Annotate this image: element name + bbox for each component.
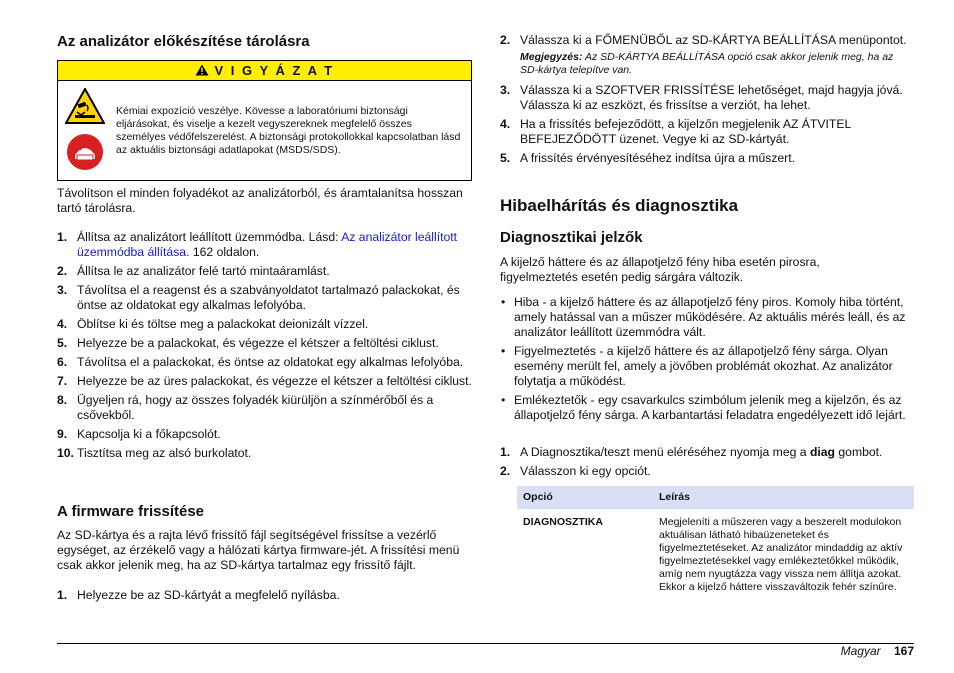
heading-storage-prep: Az analizátor előkészítése tárolásra: [57, 33, 310, 50]
list-item: [57, 393, 472, 423]
step-number: 1.: [57, 230, 68, 244]
diag-bullets: [500, 295, 914, 427]
caution-text: Kémiai expozíció veszélye. Kövesse a laboratóriumi biztonsági eljárásokat, és viselje a kezelt vegyszereknek megfelelő összes személyes védőfelszerelést. A biztonsági protokollokkal kapcsolatban lásd az aktuális biztonsági adatlapokat (MSDS/SDS).: [116, 105, 461, 156]
bullet-text: Figyelmeztetés - a kijelző háttere és az állapotjelző fény sárga. Olyan esemény merült fel, amely a jövőben problémát okozhat. Az analizátor folytatja a működést.: [514, 344, 893, 388]
list-item: [57, 427, 472, 442]
table-row: [517, 509, 914, 601]
diag-steps: [500, 445, 914, 483]
heading-firmware: A firmware frissítése: [57, 503, 205, 520]
list-item: [57, 336, 472, 351]
step-number: 1.: [57, 588, 68, 602]
step-number: 7.: [57, 374, 68, 388]
step-text: Ha a frissítés befejeződött, a kijelzőn megjelenik AZ ÁTVITEL BEFEJEZŐDÖTT üzenet. Vegye ki az SD-kártyát.: [520, 117, 851, 146]
footer: [841, 644, 914, 659]
list-item: [500, 33, 914, 48]
list-item: [57, 283, 472, 313]
options-table: [517, 486, 914, 601]
list-item: [500, 464, 914, 479]
bullet-text: Emlékeztetők - egy csavarkulcs szimbólum jelenik meg a kijelzőn, és az állapotjelző fény sárga. A karbantartási feladatra engedélyezett idő lejárt.: [514, 393, 906, 422]
step-number: 4.: [57, 317, 68, 331]
step-text: Távolítsa el a reagenst és a szabványoldatot tartalmazó palackokat, és öntse az oldatokat egy alkalmas lefolyóba.: [77, 283, 460, 312]
firmware-steps-right: [500, 33, 914, 170]
step-text: Válasszon ki egy opciót.: [520, 464, 651, 478]
step-text: Helyezze be a palackokat, és végezze el kétszer a feltöltési ciklust.: [77, 336, 439, 350]
note: [520, 51, 914, 77]
step-number: 3.: [57, 283, 68, 297]
step-number: 1.: [500, 445, 511, 459]
diag-key-label: diag: [809, 445, 836, 459]
step-text: Kapcsolja ki a főkapcsolót.: [77, 427, 221, 441]
list-item: [500, 117, 914, 147]
firmware-steps-left: [57, 588, 472, 607]
list-item: • Hiba - a kijelző háttere és az állapotjelző fény piros. Komoly hiba történt, amely hatással van a műszer működésére. Az aktuális mérés leáll, és az analizátor leállított üzemmódra vált.: [500, 295, 914, 340]
list-item: [57, 317, 472, 332]
list-item: [57, 230, 472, 260]
chemical-hazard-icon: [65, 88, 105, 128]
list-item: [57, 588, 472, 603]
option-name: DIAGNOSZTIKA: [523, 516, 603, 528]
list-item: [57, 355, 472, 370]
firmware-intro: Az SD-kártya és a rajta lévő frissítő fájl segítségével frissítse a vezérlő egységet, az érzékelő vagy a hálózati kártya firmware-jét. A frissítési menü csak akkor jelenik meg, ha az SD-kártya tartalmaz egy frissítő fájlt.: [57, 528, 460, 572]
page-number: 167: [893, 644, 914, 658]
caution-header: [58, 61, 471, 81]
step-text: Távolítsa el a palackokat, és öntse az oldatokat egy alkalmas lefolyóba.: [77, 355, 464, 369]
step-number: 10.: [57, 446, 74, 460]
note-label: Megjegyzés:: [520, 51, 583, 63]
shutdown-mode-link[interactable]: Az analizátor leállított üzemmódba állítása.: [77, 230, 458, 259]
step-number: 4.: [500, 117, 511, 131]
protective-equipment-icon: [66, 133, 104, 175]
storage-intro: Távolítson el minden folyadékot az analizátorból, és áramtalanítsa hosszan tartó tárolásra.: [57, 186, 463, 215]
storage-steps: [57, 230, 472, 465]
step-text: Válassza ki a SZOFTVER FRISSÍTÉSE lehetőséget, majd hagyja jóvá. Válassza ki az eszközt, és frissítse a verziót, ha lehet.: [520, 83, 903, 112]
option-description: Megjeleníti a műszeren vagy a beszerelt modulokon aktuálisan látható hibaüzeneteket és figyelmeztetéseket. Az analizátor mindaddig az aktív figyelmeztetésekkel vagy emlékeztetőkkel működik, amíg nem nyugtázza vagy vissza nem állítja azokat. Ekkor a kijelző háttere visszaváltozik fehér színűre.: [659, 516, 903, 593]
step-text: Helyezze be az SD-kártyát a megfelelő nyílásba.: [77, 588, 340, 602]
step-text: Ügyeljen rá, hogy az összes folyadék kiürüljön a színmérőből és a csővekből.: [77, 393, 434, 422]
page-ref: 162 oldalon.: [189, 245, 260, 259]
caution-box: [57, 60, 472, 181]
step-number: 3.: [500, 83, 511, 97]
warning-triangle-icon: [195, 63, 215, 78]
step-number: 5.: [500, 151, 511, 165]
list-item: [500, 445, 914, 460]
list-item: [500, 151, 914, 166]
list-item: [57, 374, 472, 389]
table-header-row: [517, 486, 914, 509]
list-item: [57, 264, 472, 279]
footer-language: Magyar: [840, 644, 881, 658]
bullet-text: Hiba - a kijelző háttere és az állapotjelző fény piros. Komoly hiba történt, amely hatással van a műszer működésére. Az aktuális mérés leáll, és az analizátor leállított üzemmódra vált.: [514, 295, 906, 339]
step-text: Öblítse ki és töltse meg a palackokat deionizált vízzel.: [77, 317, 369, 331]
step-text: A frissítés érvényesítéséhez indítsa újra a műszert.: [520, 151, 796, 165]
list-item: • Figyelmeztetés - a kijelző háttere és az állapotjelző fény sárga. Olyan esemény merült fel, amely a jövőben problémát okozhat. Az analizátor folytatja a működést.: [500, 344, 914, 389]
step-text: Válassza ki a FŐMENÜBŐL az SD-KÁRTYA BEÁLLÍTÁSA menüpontot.: [520, 33, 907, 47]
step-number: 6.: [57, 355, 68, 369]
step-number: 2.: [500, 33, 511, 47]
caution-title: V I G Y Á Z A T: [214, 63, 335, 78]
step-text: Tisztítsa meg az alsó burkolatot.: [77, 446, 252, 460]
step-text: Helyezze be az üres palackokat, és végezze el kétszer a feltöltési ciklust.: [77, 374, 472, 388]
heading-troubleshooting: Hibaelhárítás és diagnosztika: [500, 196, 739, 215]
step-text: A Diagnosztika/teszt menü eléréséhez nyomja meg a: [520, 445, 810, 459]
step-number: 9.: [57, 427, 68, 441]
diag-intro: A kijelző háttere és az állapotjelző fény hiba esetén pirosra, figyelmeztetés esetén pedig sárgára változik.: [500, 255, 820, 284]
step-number: 5.: [57, 336, 68, 350]
step-text-end: gombot.: [835, 445, 883, 459]
step-text: Állítsa az analizátort leállított üzemmódba. Lásd:: [77, 230, 342, 244]
list-item: [500, 83, 914, 113]
step-number: 2.: [500, 464, 511, 478]
step-number: 2.: [57, 264, 68, 278]
header-option: Opció: [517, 486, 653, 509]
list-item: • Emlékeztetők - egy csavarkulcs szimbólum jelenik meg a kijelzőn, és az állapotjelző fény sárga. A karbantartási feladatra engedélyezett idő lejárt.: [500, 393, 914, 423]
list-item: [57, 446, 472, 461]
heading-diagnostic-indicators: Diagnosztikai jelzők: [500, 229, 643, 246]
step-number: 8.: [57, 393, 68, 407]
header-description: Leírás: [653, 486, 914, 509]
footer-divider: [57, 643, 914, 644]
note-text: Az SD-KÁRTYA BEÁLLÍTÁSA opció csak akkor jelenik meg, ha az SD-kártya telepítve van.: [520, 51, 894, 76]
step-text: Állítsa le az analizátor felé tartó mintaáramlást.: [77, 264, 330, 278]
